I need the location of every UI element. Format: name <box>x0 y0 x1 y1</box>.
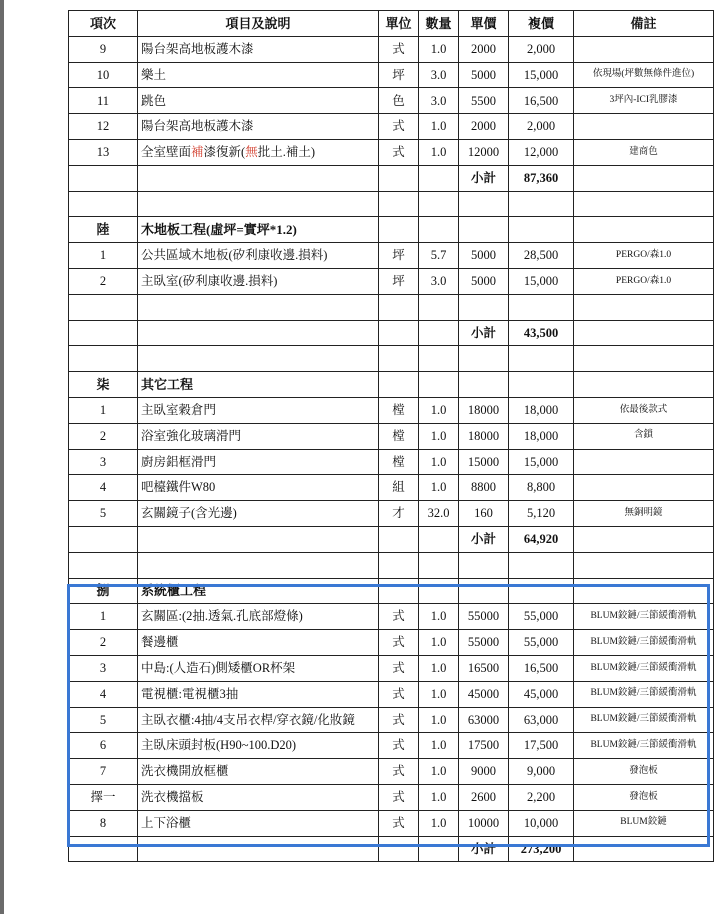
empty-cell <box>459 217 509 243</box>
empty-cell <box>379 217 419 243</box>
empty-cell <box>574 191 714 217</box>
table-row <box>69 759 714 785</box>
item-total: 2,000 <box>509 114 574 140</box>
table-row <box>69 36 714 62</box>
table-row <box>69 630 714 656</box>
item-no: 3 <box>69 655 138 681</box>
item-unit-price: 160 <box>459 501 509 527</box>
item-description <box>138 139 379 165</box>
blank-row <box>69 552 714 578</box>
item-unit-price: 17500 <box>459 733 509 759</box>
empty-cell <box>574 165 714 191</box>
item-quantity: 1.0 <box>419 810 459 836</box>
item-note: 發泡板 <box>574 759 714 785</box>
item-unit: 式 <box>379 681 419 707</box>
item-unit: 式 <box>379 630 419 656</box>
item-total: 2,200 <box>509 784 574 810</box>
header-unit-price: 單價 <box>459 11 509 37</box>
item-quantity: 1.0 <box>419 449 459 475</box>
item-no: 11 <box>69 88 138 114</box>
item-no: 5 <box>69 501 138 527</box>
item-unit: 坪 <box>379 268 419 294</box>
item-total: 18,000 <box>509 423 574 449</box>
item-total: 5,120 <box>509 501 574 527</box>
highlighted-text: 補 <box>191 145 204 160</box>
section-number: 柒 <box>69 372 138 398</box>
item-total: 16,500 <box>509 655 574 681</box>
item-quantity: 3.0 <box>419 268 459 294</box>
subtotal-row <box>69 165 714 191</box>
item-unit: 式 <box>379 114 419 140</box>
item-note: BLUM鉸鏈/三節緩衝滑軌 <box>574 630 714 656</box>
item-description: 主臥室(矽利康收邊.損料) <box>138 268 379 294</box>
table-row <box>69 707 714 733</box>
empty-cell <box>69 165 138 191</box>
subtotal-value: 273,200 <box>509 836 574 862</box>
section-title: 木地板工程(虛坪=實坪*1.2) <box>138 217 379 243</box>
empty-cell <box>69 191 138 217</box>
empty-cell <box>419 836 459 862</box>
description-text: 批土.補土) <box>257 145 316 160</box>
empty-cell <box>459 294 509 320</box>
item-unit-price: 2000 <box>459 114 509 140</box>
item-unit-price: 2600 <box>459 784 509 810</box>
item-no: 2 <box>69 268 138 294</box>
header-row <box>69 11 714 37</box>
section-title: 系統櫃工程 <box>138 578 379 604</box>
item-no: 6 <box>69 733 138 759</box>
empty-cell <box>574 346 714 372</box>
item-quantity: 1.0 <box>419 655 459 681</box>
item-note: PERGO/森1.0 <box>574 243 714 269</box>
empty-cell <box>419 191 459 217</box>
item-unit: 式 <box>379 784 419 810</box>
empty-cell <box>574 526 714 552</box>
table-row <box>69 655 714 681</box>
item-unit: 組 <box>379 475 419 501</box>
item-no: 擇一 <box>69 784 138 810</box>
item-unit-price: 45000 <box>459 681 509 707</box>
empty-cell <box>459 372 509 398</box>
item-quantity: 3.0 <box>419 62 459 88</box>
item-note: BLUM鉸鏈/三節緩衝滑軌 <box>574 681 714 707</box>
item-description: 中島:(人造石)側矮櫃OR杯架 <box>138 655 379 681</box>
header-no: 項次 <box>69 11 138 37</box>
item-quantity: 1.0 <box>419 397 459 423</box>
subtotal-value: 64,920 <box>509 526 574 552</box>
header-note: 備註 <box>574 11 714 37</box>
table-row <box>69 604 714 630</box>
item-unit: 式 <box>379 759 419 785</box>
header-unit: 單位 <box>379 11 419 37</box>
empty-cell <box>138 836 379 862</box>
item-no: 10 <box>69 62 138 88</box>
item-quantity: 1.0 <box>419 630 459 656</box>
item-unit: 式 <box>379 733 419 759</box>
item-description: 主臥衣櫃:4抽/4支吊衣桿/穿衣鏡/化妝鏡 <box>138 707 379 733</box>
empty-cell <box>419 372 459 398</box>
item-description: 洗衣機擋板 <box>138 784 379 810</box>
item-unit: 式 <box>379 655 419 681</box>
table-row <box>69 268 714 294</box>
table-row <box>69 243 714 269</box>
empty-cell <box>138 346 379 372</box>
item-total: 17,500 <box>509 733 574 759</box>
item-unit: 式 <box>379 604 419 630</box>
empty-cell <box>574 578 714 604</box>
item-description: 上下浴櫃 <box>138 810 379 836</box>
item-no: 2 <box>69 423 138 449</box>
page-edge-shadow <box>0 0 4 914</box>
table-row <box>69 475 714 501</box>
empty-cell <box>138 165 379 191</box>
item-total: 10,000 <box>509 810 574 836</box>
subtotal-row <box>69 526 714 552</box>
item-no: 7 <box>69 759 138 785</box>
empty-cell <box>509 372 574 398</box>
item-note <box>574 449 714 475</box>
subtotal-row <box>69 320 714 346</box>
item-note <box>574 475 714 501</box>
item-no: 2 <box>69 630 138 656</box>
item-unit: 樘 <box>379 449 419 475</box>
empty-cell <box>138 552 379 578</box>
empty-cell <box>459 552 509 578</box>
item-unit-price: 55000 <box>459 604 509 630</box>
item-quantity: 1.0 <box>419 114 459 140</box>
empty-cell <box>69 294 138 320</box>
item-quantity: 1.0 <box>419 36 459 62</box>
item-unit-price: 9000 <box>459 759 509 785</box>
section-number: 陸 <box>69 217 138 243</box>
table-row <box>69 784 714 810</box>
table-row <box>69 114 714 140</box>
item-quantity: 5.7 <box>419 243 459 269</box>
item-unit-price: 12000 <box>459 139 509 165</box>
item-total: 9,000 <box>509 759 574 785</box>
empty-cell <box>69 552 138 578</box>
empty-cell <box>69 836 138 862</box>
empty-cell <box>574 320 714 346</box>
item-total: 55,000 <box>509 604 574 630</box>
item-total: 8,800 <box>509 475 574 501</box>
table-row <box>69 88 714 114</box>
item-note: 依最後款式 <box>574 397 714 423</box>
subtotal-value: 43,500 <box>509 320 574 346</box>
empty-cell <box>509 191 574 217</box>
empty-cell <box>69 526 138 552</box>
item-unit-price: 10000 <box>459 810 509 836</box>
header-quantity: 數量 <box>419 11 459 37</box>
item-description: 玄關區:(2抽.透氣.孔底部燈條) <box>138 604 379 630</box>
subtotal-label: 小計 <box>459 526 509 552</box>
empty-cell <box>379 578 419 604</box>
section-header-row <box>69 372 714 398</box>
empty-cell <box>379 372 419 398</box>
quotation-sheet <box>68 10 713 862</box>
item-unit-price: 5000 <box>459 268 509 294</box>
item-unit: 式 <box>379 36 419 62</box>
table-row <box>69 449 714 475</box>
empty-cell <box>574 372 714 398</box>
item-note: 發泡板 <box>574 784 714 810</box>
item-unit: 才 <box>379 501 419 527</box>
item-quantity: 3.0 <box>419 88 459 114</box>
item-unit: 樘 <box>379 397 419 423</box>
subtotal-label: 小計 <box>459 836 509 862</box>
item-unit-price: 5000 <box>459 243 509 269</box>
empty-cell <box>509 294 574 320</box>
empty-cell <box>509 552 574 578</box>
subtotal-label: 小計 <box>459 320 509 346</box>
item-quantity: 1.0 <box>419 604 459 630</box>
item-unit: 坪 <box>379 62 419 88</box>
item-total: 15,000 <box>509 268 574 294</box>
item-description: 主臥室穀倉門 <box>138 397 379 423</box>
item-quantity: 1.0 <box>419 707 459 733</box>
blank-row <box>69 294 714 320</box>
item-total: 28,500 <box>509 243 574 269</box>
empty-cell <box>419 526 459 552</box>
item-note: 3坪內-ICI乳膠漆 <box>574 88 714 114</box>
item-no: 8 <box>69 810 138 836</box>
empty-cell <box>138 320 379 346</box>
empty-cell <box>419 320 459 346</box>
item-quantity: 1.0 <box>419 733 459 759</box>
empty-cell <box>379 191 419 217</box>
empty-cell <box>379 165 419 191</box>
item-description: 餐邊櫃 <box>138 630 379 656</box>
table-row <box>69 681 714 707</box>
subtotal-row <box>69 836 714 862</box>
empty-cell <box>379 526 419 552</box>
item-unit-price: 15000 <box>459 449 509 475</box>
item-no: 12 <box>69 114 138 140</box>
item-no: 4 <box>69 475 138 501</box>
item-unit: 式 <box>379 707 419 733</box>
item-note: BLUM鉸鏈/三節緩衝滑軌 <box>574 604 714 630</box>
description-text: 全室壁面 <box>141 145 192 160</box>
empty-cell <box>574 552 714 578</box>
empty-cell <box>419 578 459 604</box>
description-text: 漆復新( <box>203 145 246 160</box>
section-number: 捌 <box>69 578 138 604</box>
item-no: 1 <box>69 243 138 269</box>
item-total: 18,000 <box>509 397 574 423</box>
item-quantity: 1.0 <box>419 475 459 501</box>
item-description: 電視櫃:電視櫃3抽 <box>138 681 379 707</box>
item-total: 15,000 <box>509 62 574 88</box>
item-unit-price: 18000 <box>459 423 509 449</box>
item-no: 4 <box>69 681 138 707</box>
item-note <box>574 36 714 62</box>
item-description: 廚房鋁框滑門 <box>138 449 379 475</box>
table-row <box>69 810 714 836</box>
item-unit: 坪 <box>379 243 419 269</box>
empty-cell <box>379 836 419 862</box>
item-unit: 樘 <box>379 423 419 449</box>
item-quantity: 1.0 <box>419 681 459 707</box>
empty-cell <box>138 526 379 552</box>
item-no: 1 <box>69 397 138 423</box>
empty-cell <box>419 294 459 320</box>
item-total: 12,000 <box>509 139 574 165</box>
table-row <box>69 733 714 759</box>
item-note: 含鎖 <box>574 423 714 449</box>
item-note: 依現場(坪數無條件進位) <box>574 62 714 88</box>
empty-cell <box>574 294 714 320</box>
empty-cell <box>419 552 459 578</box>
item-note: BLUM鉸鏈/三節緩衝滑軌 <box>574 707 714 733</box>
item-description: 浴室強化玻璃滑門 <box>138 423 379 449</box>
empty-cell <box>459 191 509 217</box>
item-no: 5 <box>69 707 138 733</box>
empty-cell <box>419 346 459 372</box>
blank-row <box>69 191 714 217</box>
item-total: 45,000 <box>509 681 574 707</box>
table-row <box>69 501 714 527</box>
empty-cell <box>419 165 459 191</box>
item-note <box>574 114 714 140</box>
quotation-table <box>68 10 714 862</box>
item-description: 陽台架高地板護木漆 <box>138 36 379 62</box>
item-unit-price: 2000 <box>459 36 509 62</box>
subtotal-value: 87,360 <box>509 165 574 191</box>
item-no: 3 <box>69 449 138 475</box>
subtotal-label: 小計 <box>459 165 509 191</box>
item-quantity: 1.0 <box>419 423 459 449</box>
item-quantity: 1.0 <box>419 759 459 785</box>
table-body <box>69 36 714 862</box>
empty-cell <box>379 552 419 578</box>
item-description: 陽台架高地板護木漆 <box>138 114 379 140</box>
item-unit-price: 63000 <box>459 707 509 733</box>
empty-cell <box>574 836 714 862</box>
highlighted-text: 無 <box>245 145 258 160</box>
item-note: BLUM鉸鏈 <box>574 810 714 836</box>
item-no: 9 <box>69 36 138 62</box>
item-note: 無銅明鏡 <box>574 501 714 527</box>
empty-cell <box>69 320 138 346</box>
item-total: 63,000 <box>509 707 574 733</box>
table-row <box>69 62 714 88</box>
item-note: BLUM鉸鏈/三節緩衝滑軌 <box>574 733 714 759</box>
item-quantity: 1.0 <box>419 784 459 810</box>
empty-cell <box>379 346 419 372</box>
empty-cell <box>509 217 574 243</box>
empty-cell <box>419 217 459 243</box>
item-total: 2,000 <box>509 36 574 62</box>
header-description: 項目及說明 <box>138 11 379 37</box>
item-description: 洗衣機開放框櫃 <box>138 759 379 785</box>
item-note: BLUM鉸鏈/三節緩衝滑軌 <box>574 655 714 681</box>
item-no: 13 <box>69 139 138 165</box>
section-title: 其它工程 <box>138 372 379 398</box>
item-unit: 式 <box>379 139 419 165</box>
item-description: 樂土 <box>138 62 379 88</box>
empty-cell <box>379 320 419 346</box>
empty-cell <box>138 294 379 320</box>
empty-cell <box>69 346 138 372</box>
empty-cell <box>574 217 714 243</box>
item-description: 跳色 <box>138 88 379 114</box>
item-total: 15,000 <box>509 449 574 475</box>
item-unit-price: 55000 <box>459 630 509 656</box>
table-row <box>69 397 714 423</box>
item-unit-price: 5500 <box>459 88 509 114</box>
item-description: 主臥床頭封板(H90~100.D20) <box>138 733 379 759</box>
item-unit-price: 8800 <box>459 475 509 501</box>
item-unit-price: 5000 <box>459 62 509 88</box>
empty-cell <box>509 346 574 372</box>
table-row <box>69 423 714 449</box>
empty-cell <box>138 191 379 217</box>
item-total: 55,000 <box>509 630 574 656</box>
item-total: 16,500 <box>509 88 574 114</box>
item-description: 玄關鏡子(含光邊) <box>138 501 379 527</box>
item-unit-price: 16500 <box>459 655 509 681</box>
item-description: 吧檯鐵件W80 <box>138 475 379 501</box>
empty-cell <box>509 578 574 604</box>
section-header-row <box>69 578 714 604</box>
item-note: 建商色 <box>574 139 714 165</box>
table-row <box>69 139 714 165</box>
item-no: 1 <box>69 604 138 630</box>
item-unit-price: 18000 <box>459 397 509 423</box>
blank-row <box>69 346 714 372</box>
item-unit: 色 <box>379 88 419 114</box>
empty-cell <box>459 346 509 372</box>
item-quantity: 32.0 <box>419 501 459 527</box>
section-header-row <box>69 217 714 243</box>
item-unit: 式 <box>379 810 419 836</box>
header-total: 複價 <box>509 11 574 37</box>
item-note: PERGO/森1.0 <box>574 268 714 294</box>
empty-cell <box>459 578 509 604</box>
item-description: 公共區域木地板(矽利康收邊.損料) <box>138 243 379 269</box>
empty-cell <box>379 294 419 320</box>
item-quantity: 1.0 <box>419 139 459 165</box>
